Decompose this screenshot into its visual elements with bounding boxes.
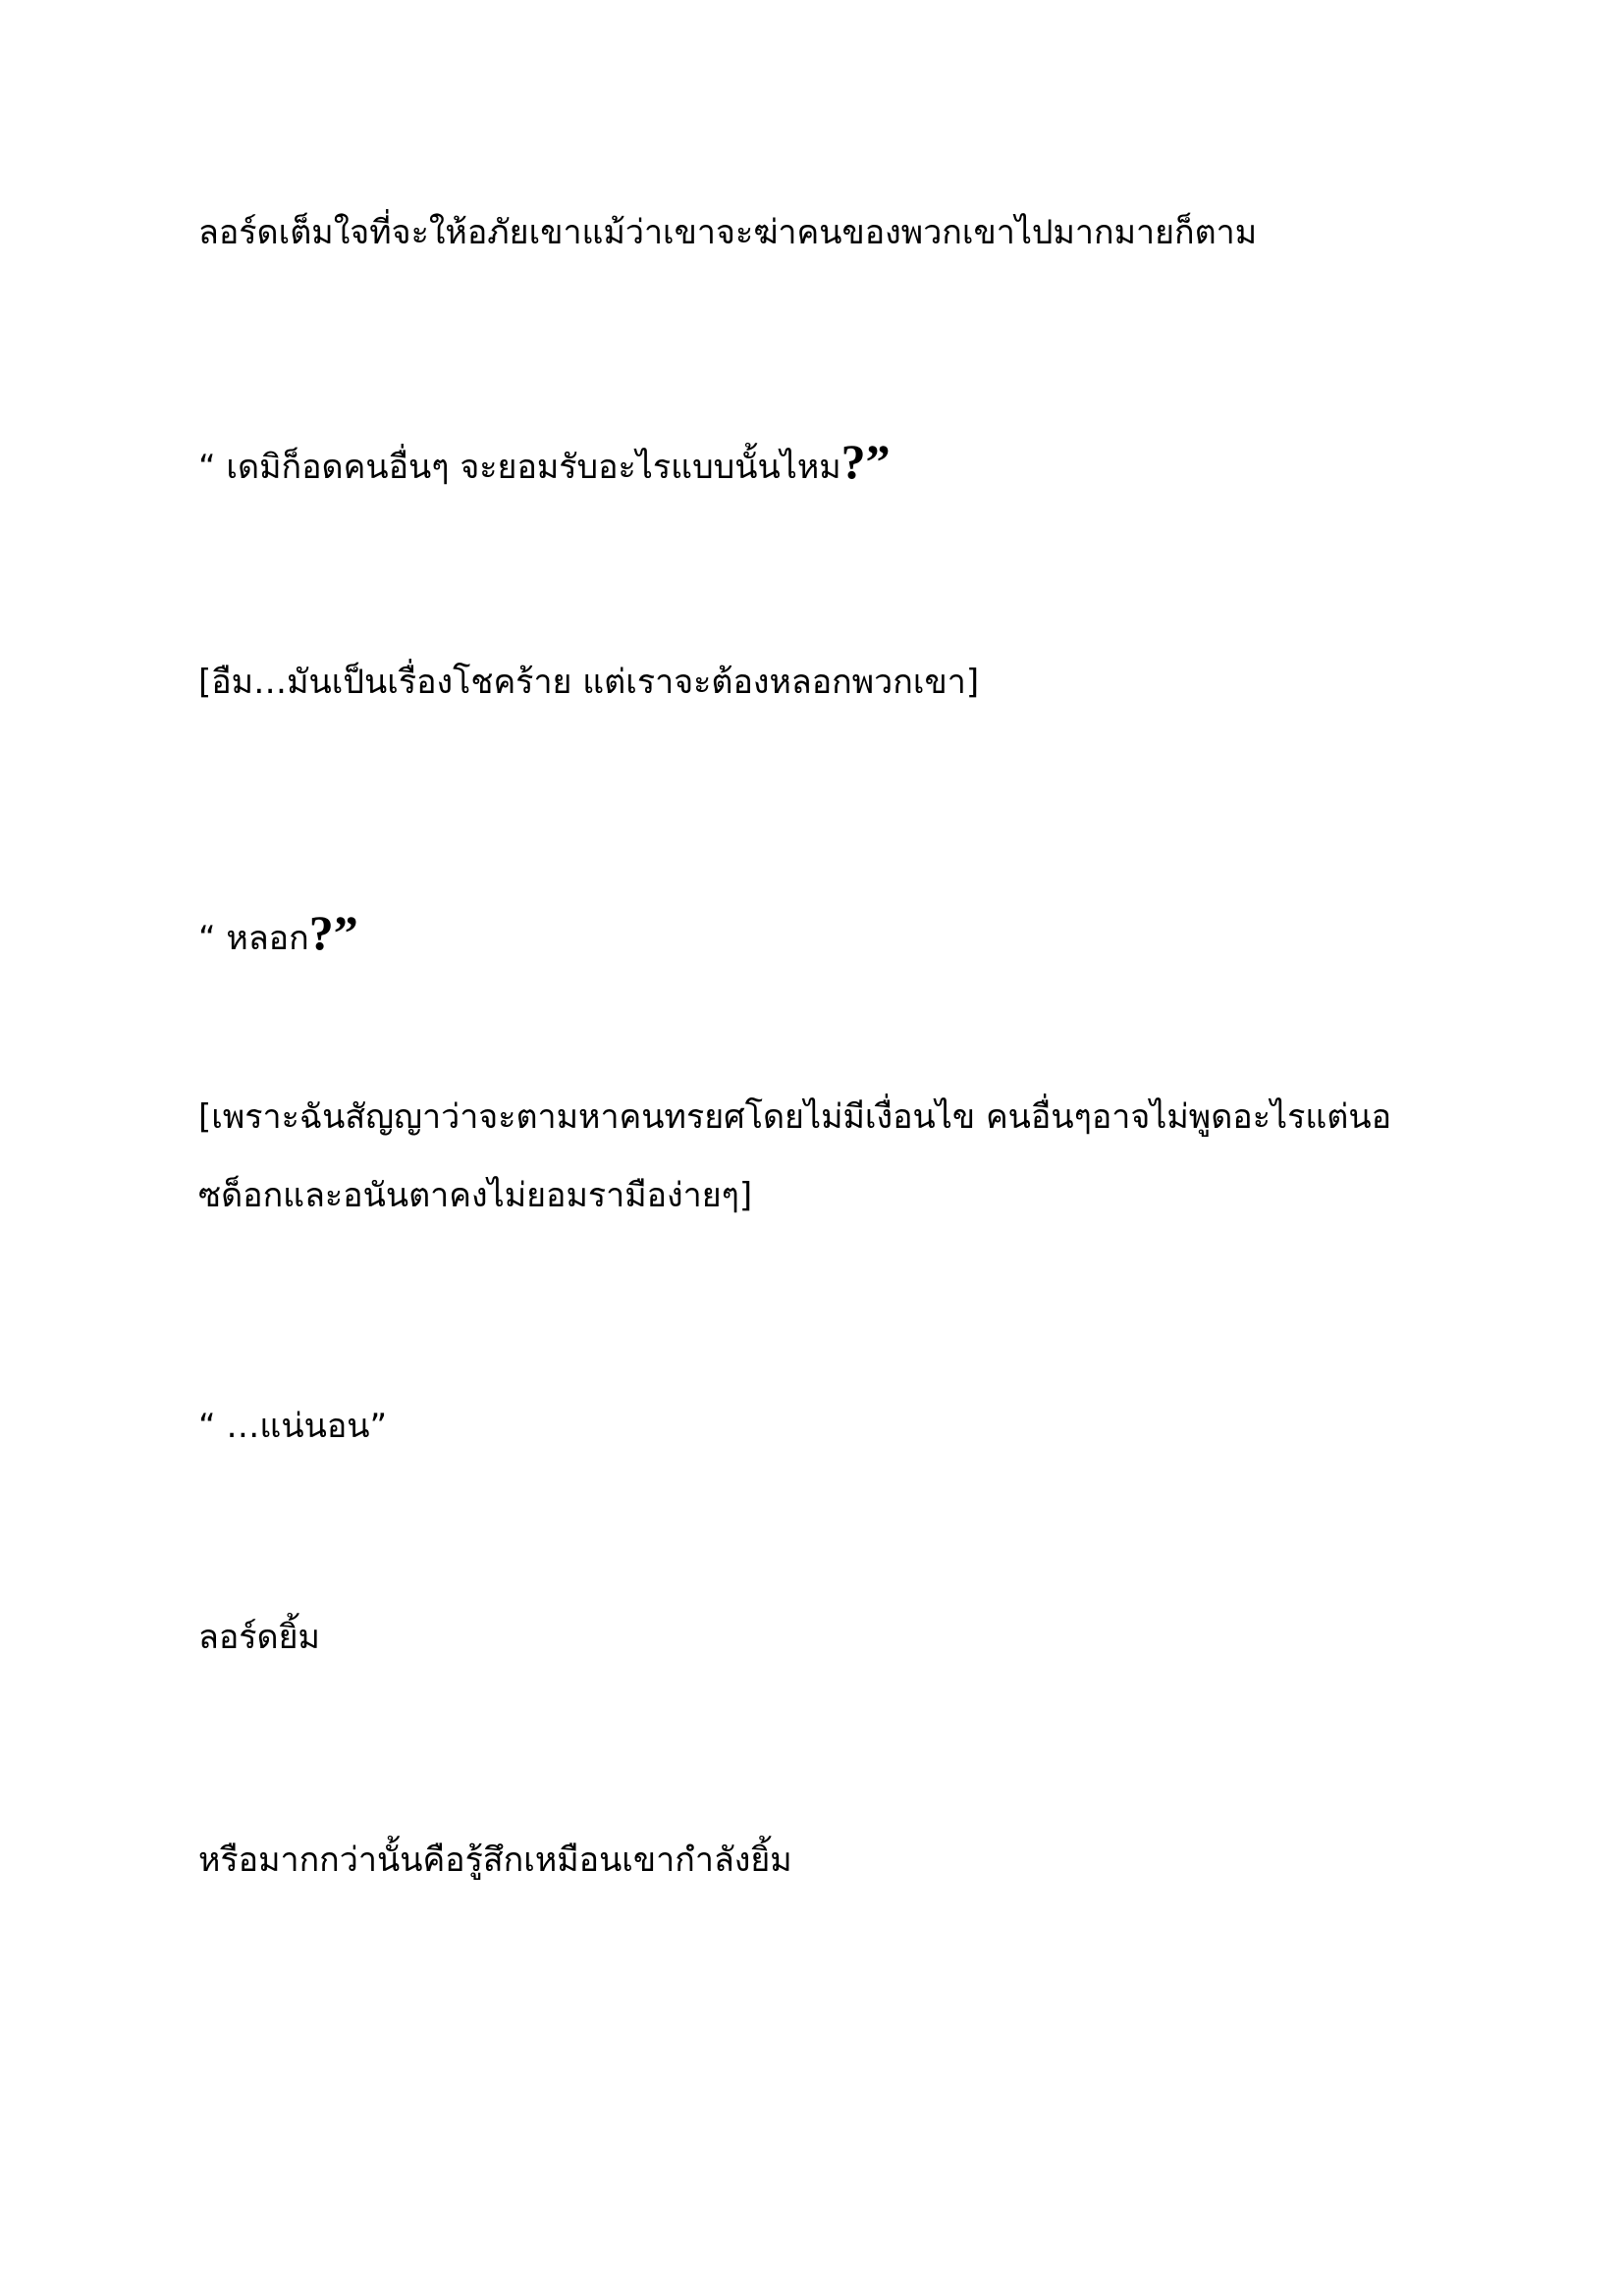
paragraph-text: “ หลอก [198,919,309,958]
paragraph-dialogue-2 [198,893,1475,978]
paragraph-text: ลอร์ดเต็มใจที่จะให้อภัยเขาแม้ว่าเขาจะฆ่าคนของพวกเขาไปมากมายก็ตาม [198,213,1258,252]
paragraph-text: “ …แน่นอน” [198,1407,388,1446]
paragraph-bracketed-2 [198,1078,1475,1235]
paragraph-text: [อืม…มันเป็นเรื่องโชคร้าย แต่เราจะต้องหลอกพวกเขา] [198,663,980,702]
paragraph-text: ลอร์ดยิ้ม [198,1618,320,1657]
paragraph-narration-2 [198,1598,1475,1677]
paragraph-dialogue-3 [198,1387,1475,1466]
paragraph-line-2: ซด็อกและอนันตาคงไม่ยอมรามือง่ายๆ] [198,1176,753,1215]
paragraph-dialogue-1 [198,422,1475,507]
paragraph-text: หรือมากกว่านั้นคือรู้สึกเหมือนเขากำลังยิ้ม [198,1841,792,1880]
paragraph-narration-3 [198,1821,1475,1899]
paragraph-narration-1 [198,193,1475,272]
paragraph-text: “ เดมิก็อดคนอื่นๆ จะยอมรับอะไรแบบนั้นไหม [198,448,841,487]
paragraph-bracketed-1 [198,643,1475,721]
paragraph-line-1: [เพราะฉันสัญญาว่าจะตามหาคนทรยศโดยไม่มีเงื่อนไข คนอื่นๆอาจไม่พูดอะไรแต่นอ [198,1097,1391,1137]
question-mark: ?” [840,434,891,489]
question-mark: ?” [308,905,358,960]
